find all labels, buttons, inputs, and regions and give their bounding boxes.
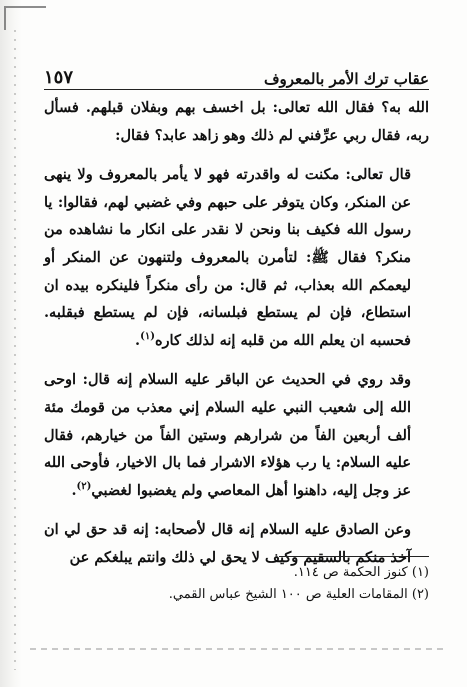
footnote-item: (١) كنوز الحكمة ص ١١٤. xyxy=(293,565,429,580)
paragraph: وعن الصادق عليه السلام إنه قال لأصحابه: إنه قد حق لي ان آخذ منكم بالسقيم وكيف لا يحق لي ذلك وانتم يبلغكم عن xyxy=(44,521,411,566)
paragraph: وقد روي في الحديث عن الباقر عليه السلام إنه قال: اوحى الله إلى شعيب النبي عليه السلام إني معذب من قومك مئة ألف أربعين الفاً من شرارهم وستين الفاً من خيارهم، فقال عليه السلام: يا رب هؤلاء الاشرار فما بال الاخيار، فأوحى الله عز وجل إليه، داهنوا أهل المعاصي ولم يغضبوا لغضبي$^{(٢)}$. xyxy=(44,371,411,499)
running-title: عقاب ترك الأمر بالمعروف xyxy=(263,70,429,88)
header-rule xyxy=(44,89,429,90)
footnote-item: (٢) المقامات العلية ص ١٠٠ الشيخ عباس القمي. xyxy=(168,587,429,602)
scan-corner-mark xyxy=(4,6,46,30)
footnotes xyxy=(44,562,429,606)
footnote-ref[interactable]: (٢) xyxy=(76,480,92,492)
paragraph-continuation: الله به؟ فقال الله تعالى: بل اخسف بهم وبفلان قبلهم. فسأل ربه، فقال ربي عرِّفني لم ذلك وهو زاهد عابد؟ فقال: xyxy=(44,99,429,144)
body-text xyxy=(44,94,429,572)
footnote-rule xyxy=(279,556,429,557)
scan-binding-edge xyxy=(0,0,22,687)
paragraph: قال تعالى: مكنت له واقدرته فهو لا يأمر بالمعروف ولا ينهى عن المنكر، وكان يتوفر على حبهم وفي غضبي لهم، فقالوا: يا رسول الله فكيف بنا ونحن لا نقدر على انكار ما نشاهده من منكر؟ فقال ﷺ: لتأمرن بالمعروف ولتنهون عن المنكر أو ليعمكم الله بعذاب، ثم قال: من رأى منكراً فلينكره بيده ان استطاع، فإن لم يستطع فبلسانه، فإن لم يستطع فبقلبه. فحسبه ان يعلم الله من قلبه إنه لذلك كاره$^{(١)}$. xyxy=(44,166,411,349)
page-header xyxy=(44,62,429,88)
footnote-ref[interactable]: (١) xyxy=(140,330,155,342)
page-number: ١٥٧ xyxy=(44,67,74,88)
scan-bottom-noise xyxy=(30,648,447,650)
